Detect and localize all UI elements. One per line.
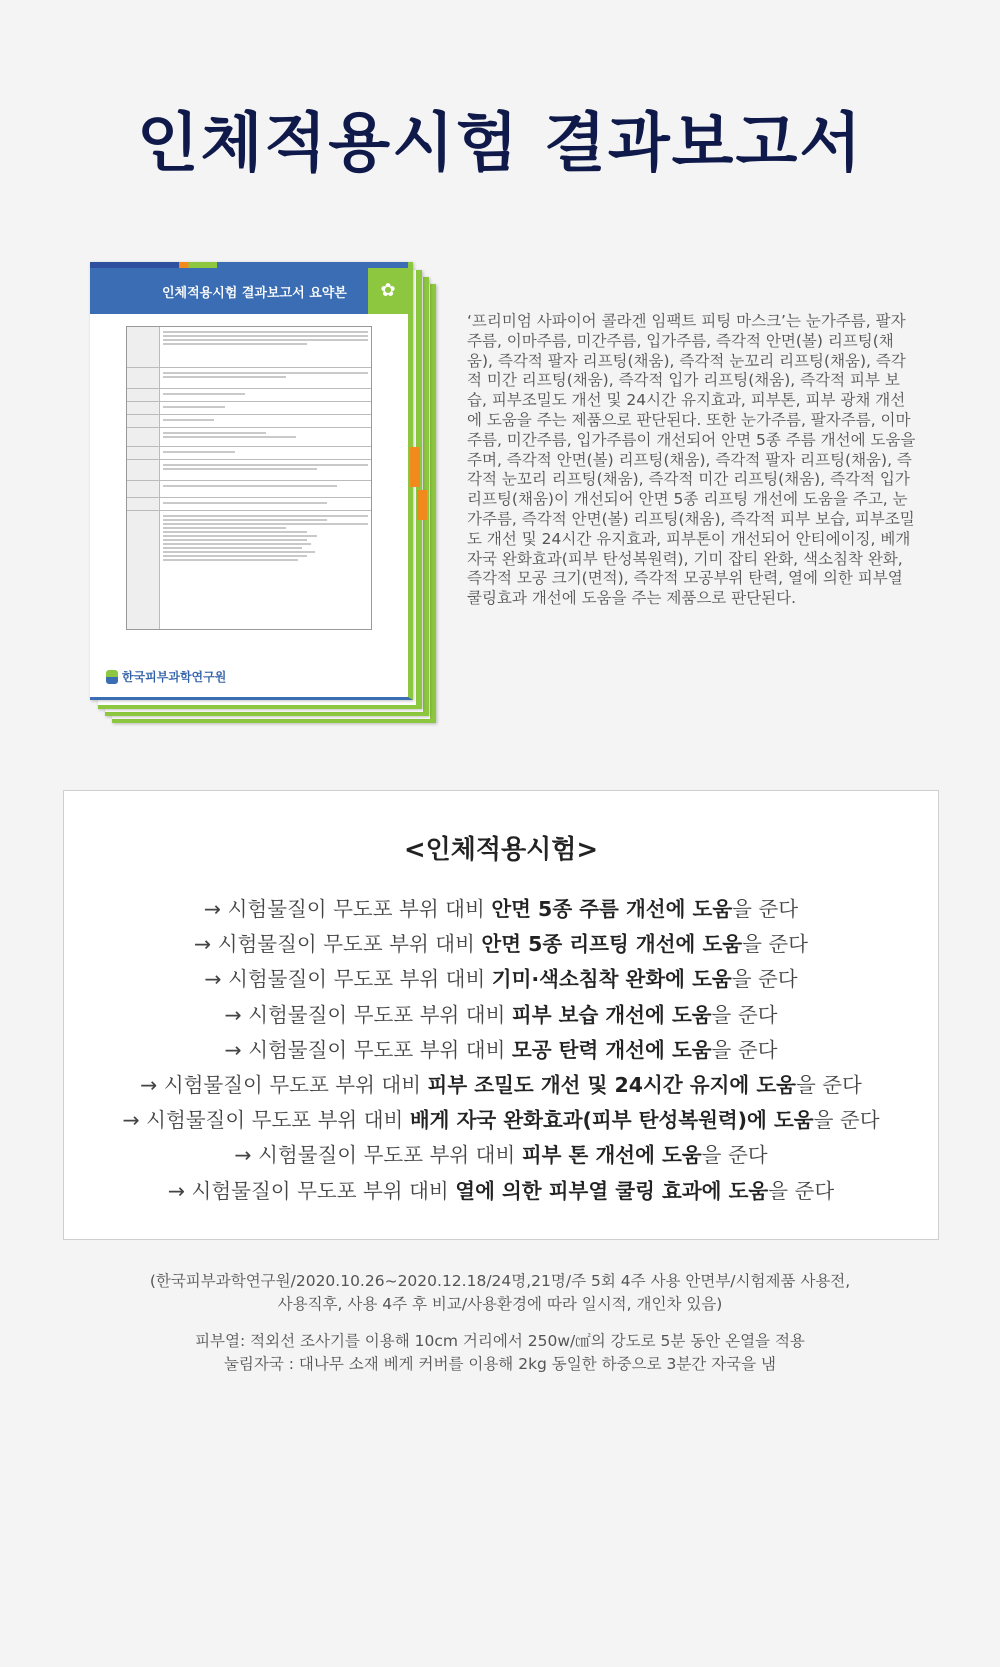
claim-suffix: 을 준다	[813, 1108, 880, 1133]
report-table-row	[127, 498, 371, 511]
claim-prefix: → 시험물질이 무도포 부위 대비	[122, 1108, 410, 1133]
claim-prefix: → 시험물질이 무도포 부위 대비	[234, 1143, 522, 1168]
method-footnote-line: 피부열: 적외선 조사기를 이용해 10cm 거리에서 250w/㎠의 강도로 5분 동안 온열을 적용	[195, 1332, 805, 1350]
leaf-logo-icon: ✿	[368, 268, 408, 314]
claim-suffix: 을 준다	[701, 1143, 768, 1168]
method-footnote-line: 눌림자국 : 대나무 소재 베게 커버를 이용해 2kg 동일한 하중으로 3분간 자국을 냄	[223, 1355, 777, 1373]
report-table-row	[127, 368, 371, 389]
claim-suffix: 을 준다	[711, 1002, 778, 1027]
claim-prefix: → 시험물질이 무도포 부위 대비	[203, 897, 492, 921]
institute-logo-text: 한국피부과학연구원	[122, 670, 227, 684]
report-header	[90, 268, 408, 314]
claim-suffix: 을 준다	[711, 1037, 778, 1062]
report-table-row	[127, 415, 371, 428]
claim-item	[64, 1103, 938, 1138]
claim-item	[64, 998, 938, 1033]
claim-item	[64, 1068, 938, 1103]
claim-highlight: 피부 보습 개선에 도움	[511, 1002, 712, 1027]
report-table-row	[127, 402, 371, 415]
results-box	[63, 790, 939, 1240]
study-footnote-line: 사용직후, 사용 4주 후 비교/사용환경에 따라 일시적, 개인차 있음)	[277, 1295, 723, 1313]
claim-item	[64, 1138, 938, 1173]
method-footnote	[0, 1330, 1000, 1376]
result-description: ‘프리미엄 사파이어 콜라겐 임팩트 피팅 마스크’는 눈가주름, 팔자주름, 이마주름, 미간주름, 입가주름, 즉각적 안면(볼) 리프팅(채움), 즉각적 팔자 리프팅(채움), 즉각적 눈꼬리 리프팅(채움), 즉각적 미간 리프팅(채움), 즉각적 입가 리프팅(채움), 즉각적 피부 보습, 피부조밀도 개선 및 24시간 유지효과, 피부톤, 피부 광채 개선에 도움을 주는 제품으로 판단된다. 또한 눈가주름, 팔자주름, 이마주름, 미간주름, 입가주름이 개선되어 안면 5종 주름 개선에 도움을 주며, 즉각적 안면(볼) 리프팅(채움), 즉각적 팔자 리프팅(채움), 즉각적 눈꼬리 리프팅(채움), 즉각적 미간 리프팅(채움), 즉각적 입가 리프팅(채움)이 개선되어 안면 5종 리프팅 개선에 도움을 주고, 눈가주름, 즉각적 안면(볼) 리프팅(채움), 즉각적 피부 보습, 피부조밀도 개선 및 24시간 유지효과, 피부톤이 개선되어 안티에이징, 베개 자국 완화효과(피부 탄성복원력), 기미 잡티 완화, 색소침착 완화, 즉각적 모공 크기(면적), 즉각적 모공부위 탄력, 열에 의한 피부열 쿨링효과 개선에 도움을 주는 제품으로 판단된다.	[467, 312, 916, 608]
claim-suffix: 을 준다	[732, 897, 799, 921]
claim-prefix: → 시험물질이 무도포 부위 대비	[194, 932, 482, 957]
claims-list	[64, 892, 938, 1209]
claim-prefix: → 시험물질이 무도포 부위 대비	[140, 1073, 428, 1098]
report-table-row	[127, 428, 371, 447]
report-table-row	[127, 460, 371, 481]
claim-highlight: 배게 자국 완화효과(피부 탄성복원력)에 도움	[409, 1108, 814, 1133]
study-footnote	[0, 1270, 1000, 1316]
report-sheet-front	[90, 262, 413, 700]
claim-item	[64, 1174, 938, 1209]
claim-highlight: 모공 탄력 개선에 도움	[511, 1037, 712, 1062]
claim-prefix: → 시험물질이 무도포 부위 대비	[167, 1178, 456, 1203]
claim-highlight: 피부 조밀도 개선 및 24시간 유지에 도움	[427, 1073, 796, 1098]
claim-suffix: 을 준다	[795, 1073, 862, 1098]
claim-item	[64, 962, 938, 997]
claim-suffix: 을 준다	[742, 932, 808, 957]
study-footnote-line: (한국피부과학연구원/2020.10.26~2020.12.18/24명,21명/주 5회 4주 사용 안면부/시험제품 사용전,	[149, 1272, 851, 1290]
report-table-row	[127, 327, 371, 368]
report-table-row	[127, 389, 371, 402]
claim-item	[64, 927, 938, 962]
page-title: 인체적용시험 결과보고서	[136, 107, 864, 181]
report-header-title: 인체적용시험 결과보고서 요약본	[162, 285, 347, 301]
claim-highlight: 열에 의한 피부열 쿨링 효과에 도움	[455, 1178, 769, 1203]
report-table-row	[127, 511, 371, 629]
report-table-row	[127, 481, 371, 498]
results-box-title: <인체적용시험>	[403, 835, 599, 865]
claim-suffix: 을 준다	[731, 967, 798, 992]
report-summary-table	[126, 326, 372, 630]
orange-tab	[417, 490, 427, 520]
claim-item	[64, 892, 938, 927]
report-logo	[106, 668, 226, 685]
claim-prefix: → 시험물질이 무도포 부위 대비	[224, 1002, 512, 1027]
claim-highlight: 안면 5종 리프팅 개선에 도움	[481, 932, 743, 957]
claim-suffix: 을 준다	[768, 1178, 835, 1203]
claim-prefix: → 시험물질이 무도포 부위 대비	[204, 967, 492, 992]
claim-highlight: 피부 톤 개선에 도움	[521, 1143, 702, 1168]
claim-highlight: 기미·색소침착 완화에 도움	[491, 967, 732, 992]
report-document-image	[90, 262, 440, 732]
orange-tab	[410, 447, 420, 487]
report-table-row	[127, 447, 371, 460]
institute-logo-icon	[106, 670, 118, 684]
claim-highlight: 안면 5종 주름 개선에 도움	[491, 897, 733, 921]
claim-item	[64, 1033, 938, 1068]
claim-prefix: → 시험물질이 무도포 부위 대비	[224, 1037, 512, 1062]
